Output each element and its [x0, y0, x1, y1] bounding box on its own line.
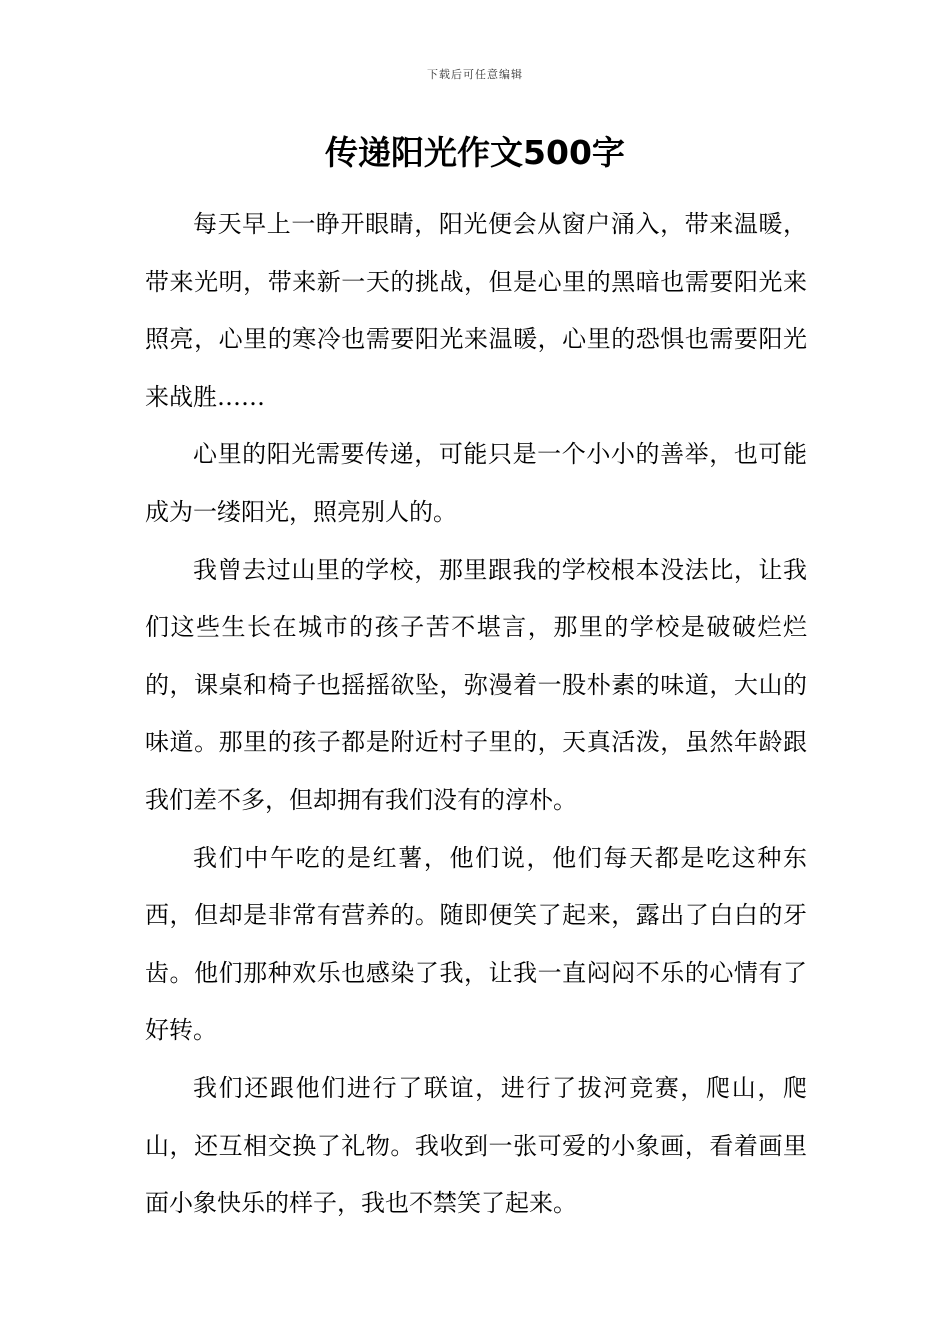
paragraph: 我曾去过山里的学校，那里跟我的学校根本没法比，让我们这些生长在城市的孩子苦不堪言，那里的学校是破破烂烂的，课桌和椅子也摇摇欲坠，弥漫着一股朴素的味道，大山的味道。那里的孩子都是附近村子里的，天真活泼，虽然年龄跟我们差不多，但却拥有我们没有的淳朴。 [145, 555, 807, 814]
paragraph: 每天早上一睁开眼睛，阳光便会从窗户涌入，带来温暖，带来光明，带来新一天的挑战，但是心里的黑暗也需要阳光来照亮，心里的寒冷也需要阳光来温暖，心里的恐惧也需要阳光来战胜…… [145, 210, 807, 411]
paragraph: 我们中午吃的是红薯，他们说，他们每天都是吃这种东西，但却是非常有营养的。随即便笑了起来，露出了白白的牙齿。他们那种欢乐也感染了我，让我一直闷闷不乐的心情有了好转。 [145, 843, 807, 1045]
header-note: 下载后可任意编辑 [427, 68, 523, 81]
paragraph: 心里的阳光需要传递，可能只是一个小小的善举，也可能成为一缕阳光，照亮别人的。 [145, 440, 807, 526]
paragraph: 我们还跟他们进行了联谊，进行了拔河竞赛，爬山，爬山，还互相交换了礼物。我收到一张可爱的小象画，看着画里面小象快乐的样子，我也不禁笑了起来。 [145, 1073, 807, 1218]
page-title: 传递阳光作文500字 [325, 133, 625, 172]
essay-body [145, 196, 807, 1233]
